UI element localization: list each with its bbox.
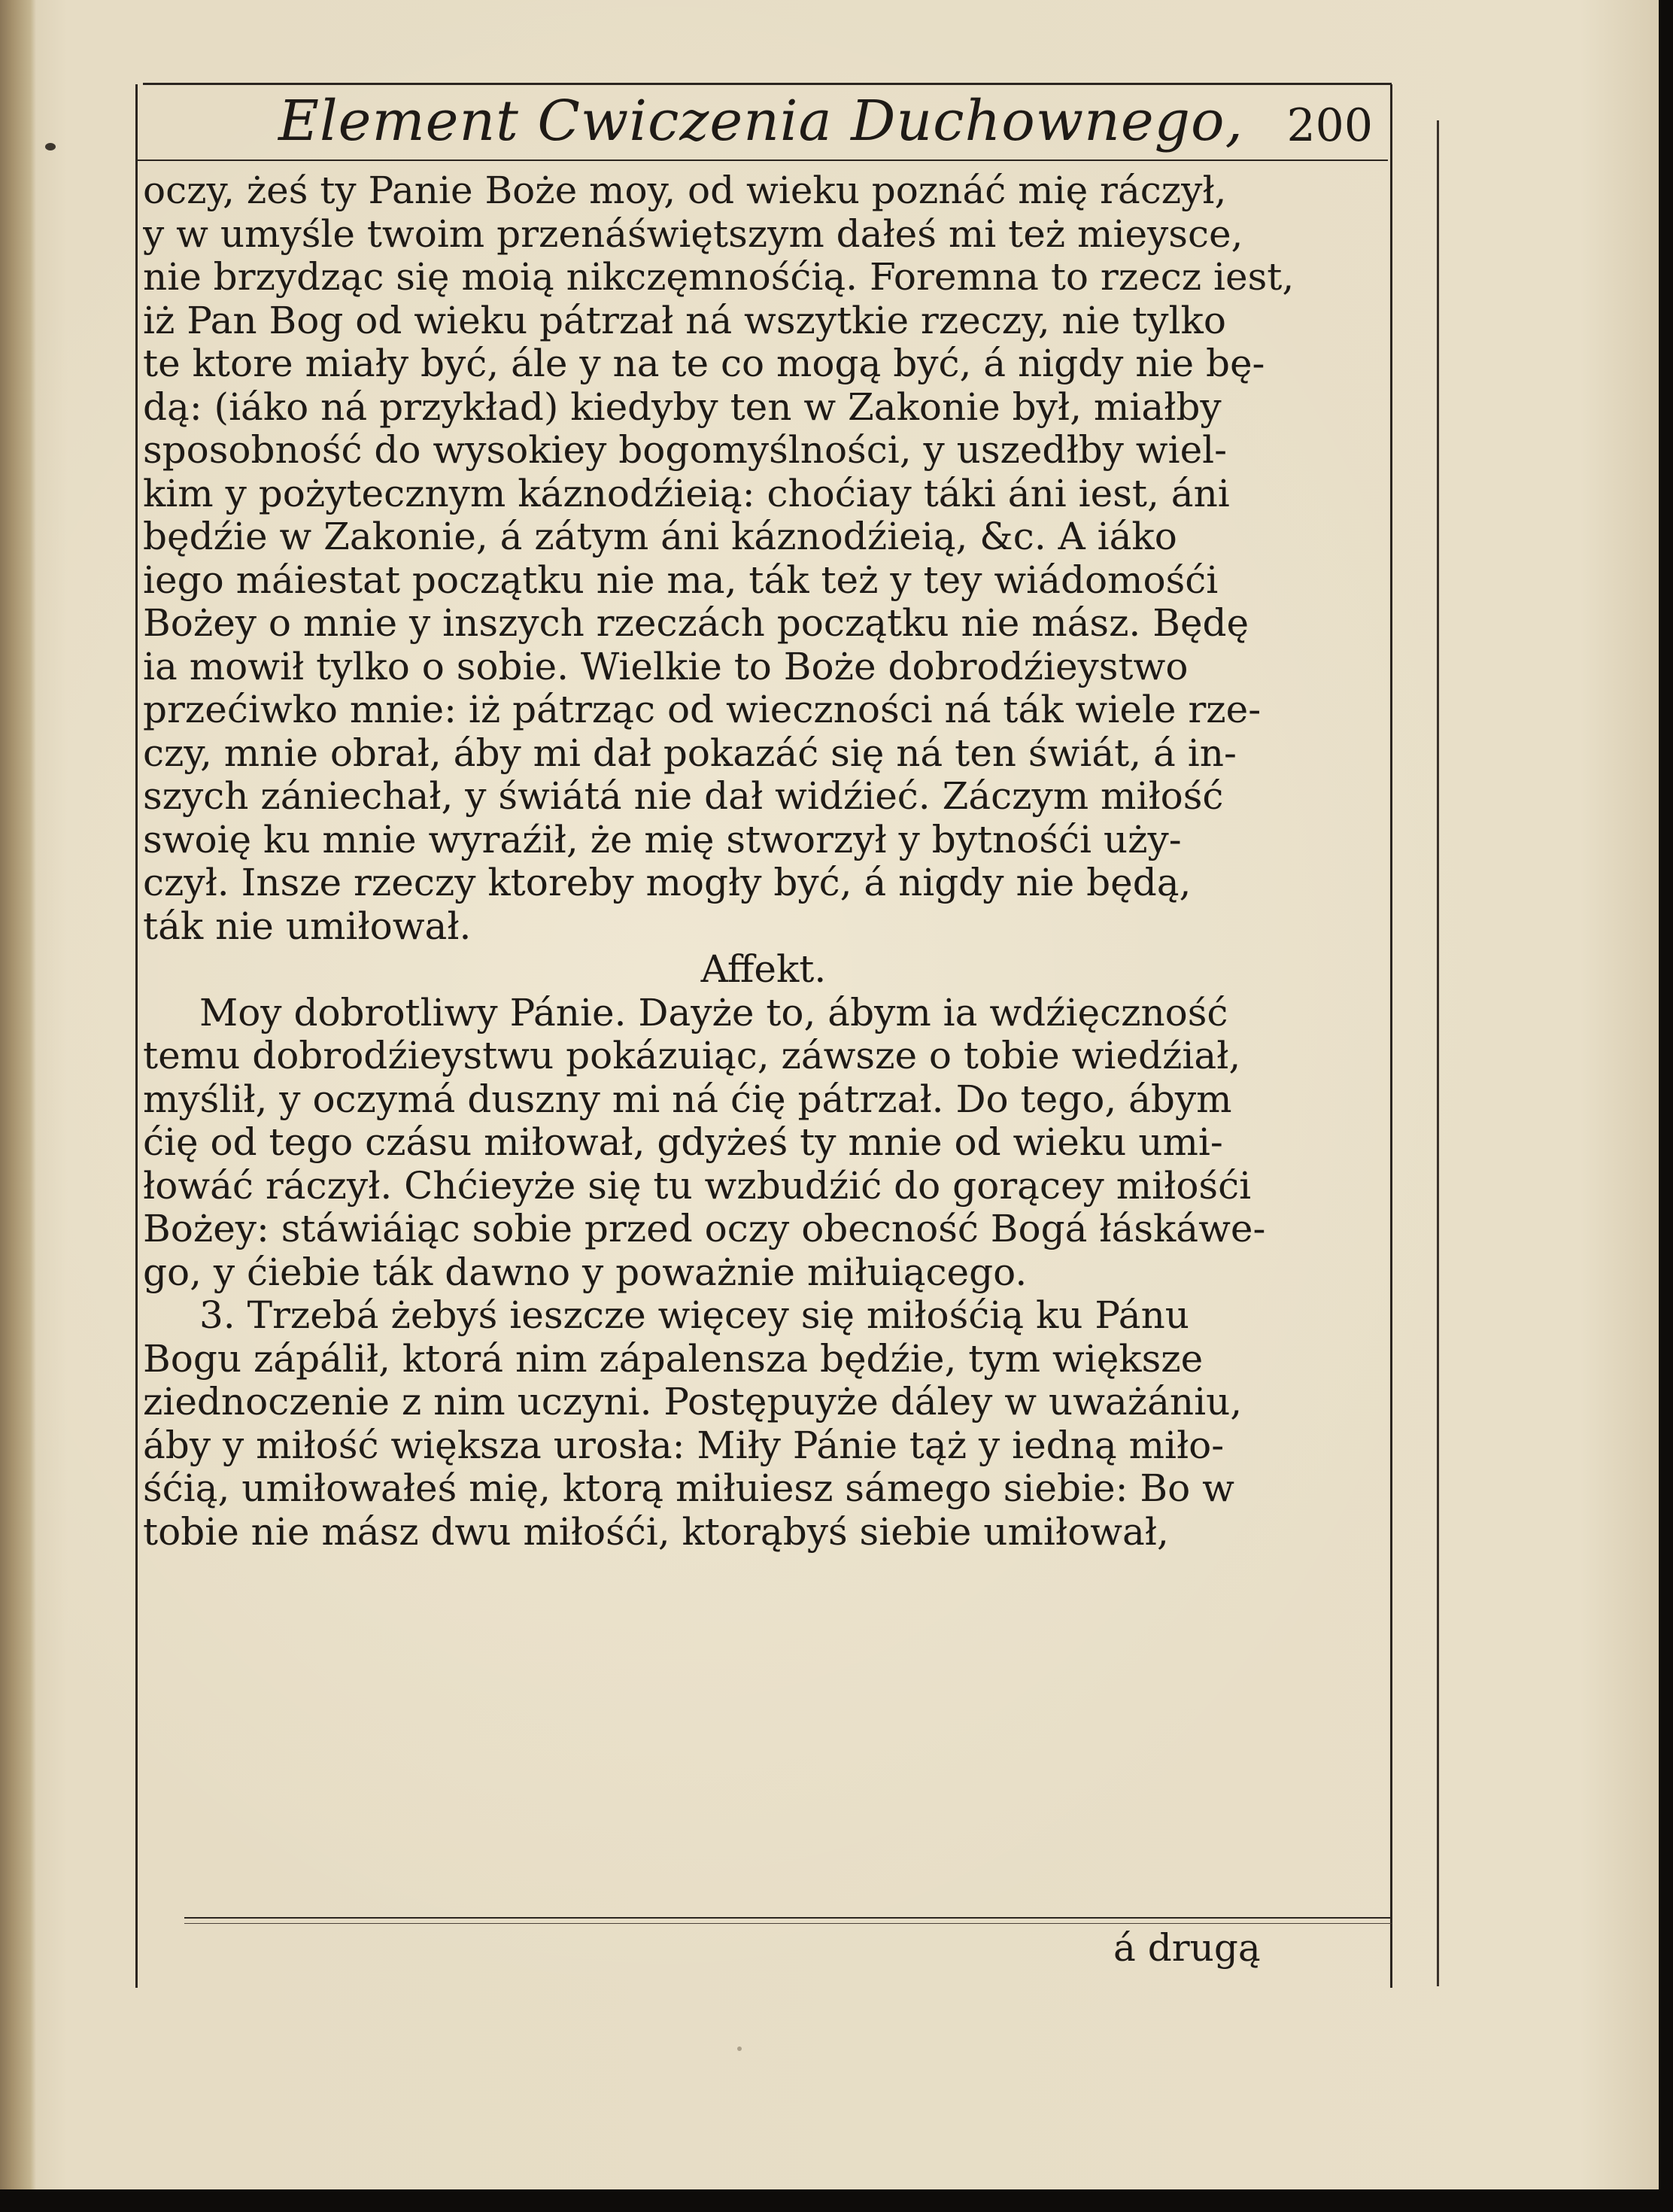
text-line: swoię ku mnie wyraźił, że mię stworzył y bytnośći uży- [143,818,1182,861]
text-line: Bożey o mnie y inszych rzeczách początku nie mász. Będę [143,602,1249,645]
paper-speck [737,2046,742,2051]
paper-speck [993,1185,997,1190]
section-heading-affekt: Affekt. [700,948,827,991]
text-line: te ktore miały być, ále y na te co mogą być, á nigdy nie bę- [143,342,1265,385]
text-line: myślił, y oczymá duszny mi ná ćię pátrzał. Do tego, ábym [143,1077,1232,1121]
text-line: Bogu zápálił, ktorá nim zápalensza będźie, tym większe [143,1337,1204,1381]
text-line: ćię od tego czásu miłował, gdyżeś ty mnie od wieku umi- [143,1121,1223,1164]
text-line: śćią, umiłowałeś mię, ktorą miłuiesz sámego siebie: Bo w [143,1467,1234,1510]
text-line: kim y pożytecznym káznodźieią: choćiay táki áni iest, áni [143,472,1230,515]
text-line: czy, mnie obrał, áby mi dał pokazáć się ná ten świát, á in- [143,731,1237,775]
page-header [135,89,1388,160]
text-line: ziednoczenie z nim uczyni. Postępuyże dáley w uważániu, [143,1381,1243,1424]
text-line: łowáć ráczył. Chćieyże się tu wzbudźić do gorącey miłośći [143,1164,1252,1208]
catchword: á drugą [1113,1926,1261,1970]
text-line: szych zániechał, y świátá nie dał widźieć. Záczym miłość [143,775,1224,818]
bottom-rule [184,1917,1392,1919]
bottom-rule-thin [184,1923,1392,1924]
text-line: ták nie umiłował. [143,904,472,948]
text-line: Bożey: stáwiáiąc sobie przed oczy obecność Bogá łáskáwe- [143,1208,1266,1250]
text-line: przećiwko mnie: iż pátrząc od wieczności ná ták wiele rze- [143,688,1262,731]
page-body [143,169,1384,1554]
text-line: nie brzydząc się moią nikczęmnośćią. Foremna to rzecz iest, [143,256,1295,299]
header-rule [135,160,1388,161]
text-line: dą: (iáko ná przykład) kiedyby ten w Zakonie był, miałby [143,385,1222,429]
text-line: temu dobrodźieystwu pokázuiąc, záwsze o tobie wiedźiał, [143,1035,1241,1077]
text-line: áby y miłość większa urosła: Miły Pánie tąż y iedną miło- [143,1424,1225,1467]
text-line: tobie nie mász dwu miłośći, ktorąbyś siebie umiłował, [143,1510,1169,1554]
text-line: y w umyśle twoim przenáświętszym dałeś mi też mieysce, [143,212,1243,256]
margin-line [1437,120,1439,1986]
running-title: Element Cwiczenia Duchownego, [278,89,1244,153]
paragraph-start-line: Moy dobrotliwy Pánie. Dayże to, ábym ia wdźięczność [199,991,1228,1035]
text-line: ia mowił tylko o sobie. Wielkie to Boże dobrodźieystwo [143,645,1189,688]
text-line: sposobność do wysokiey bogomyślności, y uszedłby wiel- [143,429,1228,472]
book-spine-shadow [0,0,36,2189]
text-line: iego máiestat początku nie ma, ták też y tey wiádomośći [143,558,1219,602]
page-number: 200 [1286,99,1373,152]
paragraph-start-line: 3. Trzebá żebyś ieszcze więcey się miłośćią ku Pánu [199,1294,1189,1337]
ink-blot [45,143,56,150]
text-line: oczy, żeś ty Panie Boże moy, od wieku poznáć mię ráczył, [143,169,1227,212]
text-line: czył. Insze rzeczy ktoreby mogły być, á nigdy nie będą, [143,861,1192,904]
text-line: iż Pan Bog od wieku pátrzał ná wszytkie rzeczy, nie tylko [143,299,1226,342]
text-line: będźie w Zakonie, á zátym áni káznodźieią, &c. A iáko [143,515,1177,558]
text-line: go, y ćiebie ták dawno y poważnie miłuiącego. [143,1250,1028,1294]
